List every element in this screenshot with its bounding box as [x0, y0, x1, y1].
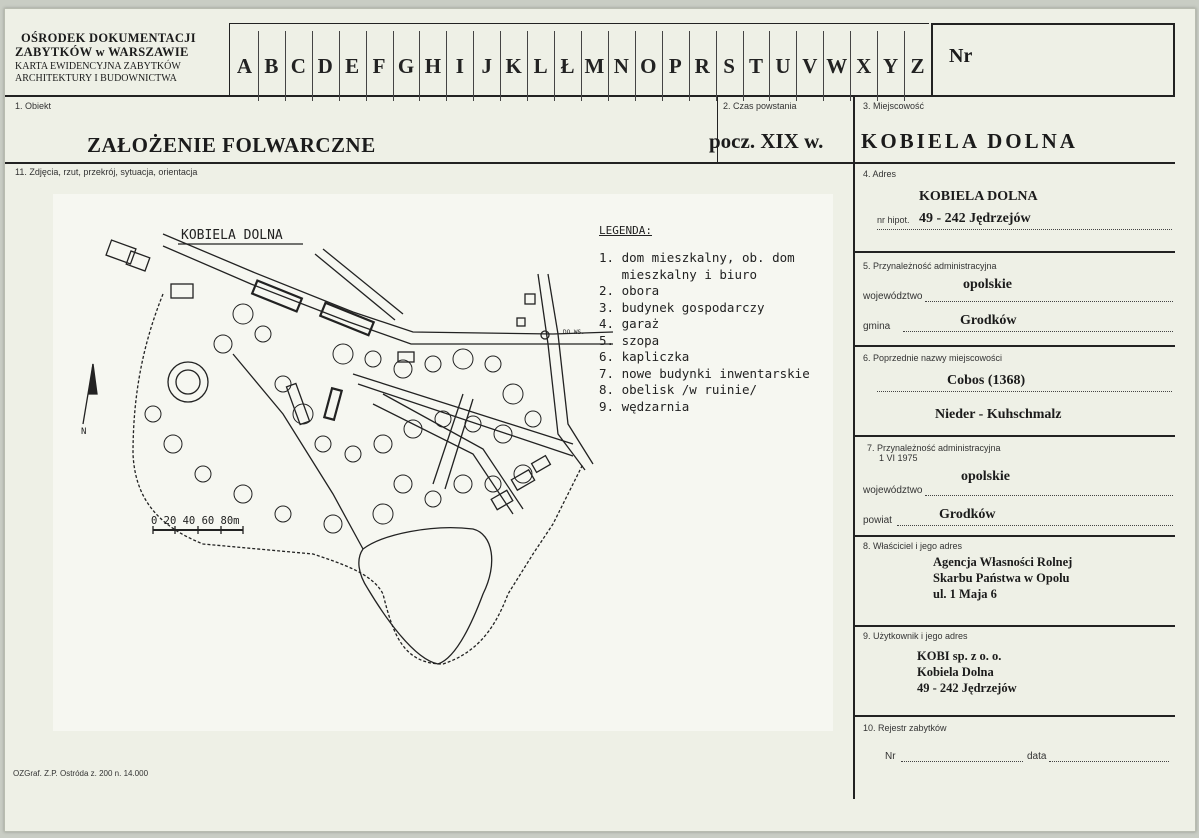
- index-letter: N: [613, 53, 629, 78]
- legend-item: 9. wędzarnia: [599, 398, 690, 414]
- index-letter-sep: [446, 31, 447, 101]
- field2-label: 2. Czas powstania: [723, 101, 797, 111]
- index-letter-sep: [850, 31, 851, 101]
- field9-line2: Kobiela Dolna: [917, 665, 994, 679]
- field4-hipot-label: nr hipot.: [877, 215, 910, 225]
- north-label: N: [81, 427, 87, 437]
- sep-9-10: [855, 715, 1175, 717]
- header-vsep: [229, 23, 230, 97]
- index-letter-sep: [608, 31, 609, 101]
- index-letter: R: [694, 53, 710, 78]
- path-inner-1: [373, 404, 513, 514]
- index-letter: F: [372, 53, 386, 78]
- index-letter-sep: [769, 31, 770, 101]
- index-letter: T: [748, 53, 763, 78]
- field5-gmina-line: [903, 331, 1173, 332]
- index-letter-sep: [500, 31, 501, 101]
- institution-line4: ARCHITEKTURY I BUDOWNICTWA: [15, 73, 177, 84]
- field7-woj-line: [925, 495, 1173, 496]
- index-letter: H: [424, 53, 442, 78]
- field10-label: 10. Rejestr zabytków: [863, 723, 947, 733]
- field9-line1: KOBI sp. z o. o.: [917, 649, 1002, 663]
- index-letter-sep: [689, 31, 690, 101]
- index-letter: Y: [883, 53, 899, 78]
- road-north-edge: [315, 254, 395, 320]
- map-title: KOBIELA DOLNA: [181, 228, 283, 243]
- index-letter-sep: [339, 31, 340, 101]
- index-letter-sep: [473, 31, 474, 101]
- footer-print-info: OZGraf. Z.P. Ostróda z. 200 n. 14.000: [13, 769, 149, 778]
- field3-label: 3. Miejscowość: [863, 101, 925, 111]
- nr-label: Nr: [949, 45, 973, 67]
- right-column-sep: [853, 97, 855, 799]
- index-letter-sep: [635, 31, 636, 101]
- road-east: [548, 274, 593, 464]
- field7-woj-label: województwo: [863, 485, 923, 496]
- field10-data-line: [1049, 761, 1169, 762]
- index-letter: P: [668, 53, 682, 78]
- building-left: [171, 284, 193, 298]
- index-letter-sep: [312, 31, 313, 101]
- field10-data-label: data: [1027, 751, 1047, 762]
- field7-label: 7. Przynależność administracyjna: [867, 443, 1001, 453]
- header-top: [229, 23, 929, 24]
- sep-6-7: [855, 435, 1175, 437]
- field7-powiat-line: [897, 525, 1173, 526]
- index-letter-sep: [877, 31, 878, 101]
- field8-label: 8. Właściciel i jego adres: [863, 541, 963, 551]
- index-letter-sep: [716, 31, 717, 101]
- legend-item: 3. budynek gospodarczy: [599, 299, 765, 315]
- index-letter: S: [723, 53, 735, 78]
- road-label: DO WS.: [563, 329, 585, 336]
- field6-label: 6. Poprzednie nazwy miejscowości: [863, 353, 1003, 363]
- field6-value2: Nieder - Kuhschmalz: [935, 407, 1062, 422]
- legend-item: 2. obora: [599, 283, 660, 298]
- sep-4-5: [855, 251, 1175, 253]
- field7-woj-value: opolskie: [961, 469, 1011, 484]
- field4-label: 4. Adres: [863, 169, 897, 179]
- index-letter: E: [345, 53, 360, 78]
- field9-label: 9. Użytkownik i jego adres: [863, 631, 968, 641]
- field5-gmina-label: gmina: [863, 321, 891, 332]
- field1-value: ZAŁOŻENIE FOLWARCZNE: [87, 133, 376, 157]
- index-letter-sep: [581, 31, 582, 101]
- building-2: [320, 303, 373, 335]
- index-letter-sep: [904, 31, 905, 101]
- legend-item: 7. nowe budynki inwentarskie: [599, 365, 810, 381]
- index-letter-sep: [366, 31, 367, 101]
- building-small-1: [525, 294, 535, 304]
- field8-line2: Skarbu Państwa w Opolu: [933, 571, 1070, 585]
- index-letter-sep: [258, 31, 259, 101]
- field5-woj-label: województwo: [863, 291, 923, 302]
- field7-date: 1 VI 1975: [879, 453, 918, 463]
- legend-item: 5. szopa: [599, 332, 660, 348]
- legend-item: mieszkalny i biuro: [599, 266, 758, 282]
- nr-box-top: [931, 23, 1175, 25]
- field2-value: pocz. XIX w.: [709, 129, 824, 153]
- path-inner-2: [383, 394, 523, 509]
- index-letter: V: [802, 53, 818, 78]
- obelisk-mark: [541, 331, 549, 339]
- index-letter: C: [290, 53, 306, 78]
- index-letter: U: [775, 53, 791, 78]
- field3-value: KOBIELA DOLNA: [861, 129, 1078, 153]
- building-1: [252, 281, 302, 312]
- record-card: [4, 8, 1196, 832]
- legend-item: 6. kapliczka: [599, 349, 690, 364]
- building-3: [324, 388, 341, 420]
- pond: [359, 528, 492, 664]
- field5-gmina-value: Grodków: [960, 313, 1017, 328]
- field5-label: 5. Przynależność administracyjna: [863, 261, 997, 271]
- legend-title: LEGENDA:: [599, 224, 652, 237]
- index-letter: A: [236, 53, 253, 78]
- path-inner-3: [233, 354, 363, 549]
- index-letter: Z: [910, 53, 925, 78]
- nr-box-left: [931, 23, 933, 97]
- plaza: [168, 362, 208, 402]
- building-7c: [532, 456, 551, 473]
- index-letter: K: [505, 53, 522, 78]
- index-letter: W: [826, 53, 848, 78]
- site-plan: [53, 194, 833, 731]
- field4-line2: 49 - 242 Jędrzejów: [919, 211, 1031, 226]
- building-7a: [511, 470, 534, 490]
- legend-item: 8. obelisk /w ruinie/: [599, 382, 758, 397]
- index-letter: X: [856, 53, 872, 78]
- index-letter: B: [264, 53, 279, 78]
- institution-line3: KARTA EWIDENCYJNA ZABYTKÓW: [15, 61, 181, 72]
- index-letter: D: [317, 53, 333, 78]
- index-letter: L: [533, 53, 548, 78]
- index-letter-sep: [419, 31, 420, 101]
- field5-woj-value: opolskie: [963, 277, 1013, 292]
- index-letter: I: [455, 53, 464, 78]
- index-letter-sep: [743, 31, 744, 101]
- index-letter-sep: [662, 31, 663, 101]
- index-letter-sep: [823, 31, 824, 101]
- plaza-inner: [176, 370, 200, 394]
- sep-8-9: [855, 625, 1175, 627]
- path-inner-6: [353, 374, 573, 444]
- field8-line1: Agencja Własności Rolnej: [933, 555, 1073, 569]
- field4-line1: KOBIELA DOLNA: [919, 189, 1038, 204]
- field11-label: 11. Zdjęcia, rzut, przekrój, sytuacja, orientacja: [15, 167, 198, 177]
- road-main: [163, 234, 613, 334]
- building-nw-1: [106, 240, 136, 264]
- building-small-2: [517, 318, 525, 326]
- field7-powiat-value: Grodków: [939, 507, 996, 522]
- field6-value1: Cobos (1368): [947, 373, 1026, 388]
- field9-line3: 49 - 242 Jędrzejów: [917, 681, 1017, 695]
- field10-nr-line: [901, 761, 1023, 762]
- index-letter-sep: [554, 31, 555, 101]
- sep-7-8: [855, 535, 1175, 537]
- sep-5-6: [855, 345, 1175, 347]
- field1-label: 1. Obiekt: [15, 101, 52, 111]
- field7-powiat-label: powiat: [863, 515, 892, 526]
- index-letter: Ł: [560, 53, 575, 78]
- institution-line1: OŚRODEK DOKUMENTACJI: [21, 31, 196, 45]
- building-7b: [491, 490, 513, 509]
- field6-line1: [877, 391, 1172, 392]
- field4-line: [877, 229, 1172, 230]
- field5-woj-line: [925, 301, 1173, 302]
- field10-nr-label: Nr: [885, 751, 896, 762]
- institution-line2: ZABYTKÓW w WARSZAWIE: [15, 45, 189, 59]
- index-letter: O: [640, 53, 657, 78]
- index-letter-sep: [285, 31, 286, 101]
- index-letter-sep: [796, 31, 797, 101]
- legend-item: 4. garaż: [599, 316, 660, 331]
- nr-box-right: [1173, 23, 1175, 97]
- legend-item: 1. dom mieszkalny, ob. dom: [599, 250, 795, 265]
- field8-line3: ul. 1 Maja 6: [933, 587, 997, 601]
- scale-label: 0 20 40 60 80m: [151, 515, 240, 527]
- index-letter-sep: [393, 31, 394, 101]
- index-letter: G: [397, 53, 415, 78]
- index-letter: J: [481, 53, 492, 78]
- index-letter-sep: [527, 31, 528, 101]
- index-letter: M: [584, 53, 605, 78]
- building-nw-2: [126, 251, 150, 271]
- row1-divider: [5, 162, 1175, 164]
